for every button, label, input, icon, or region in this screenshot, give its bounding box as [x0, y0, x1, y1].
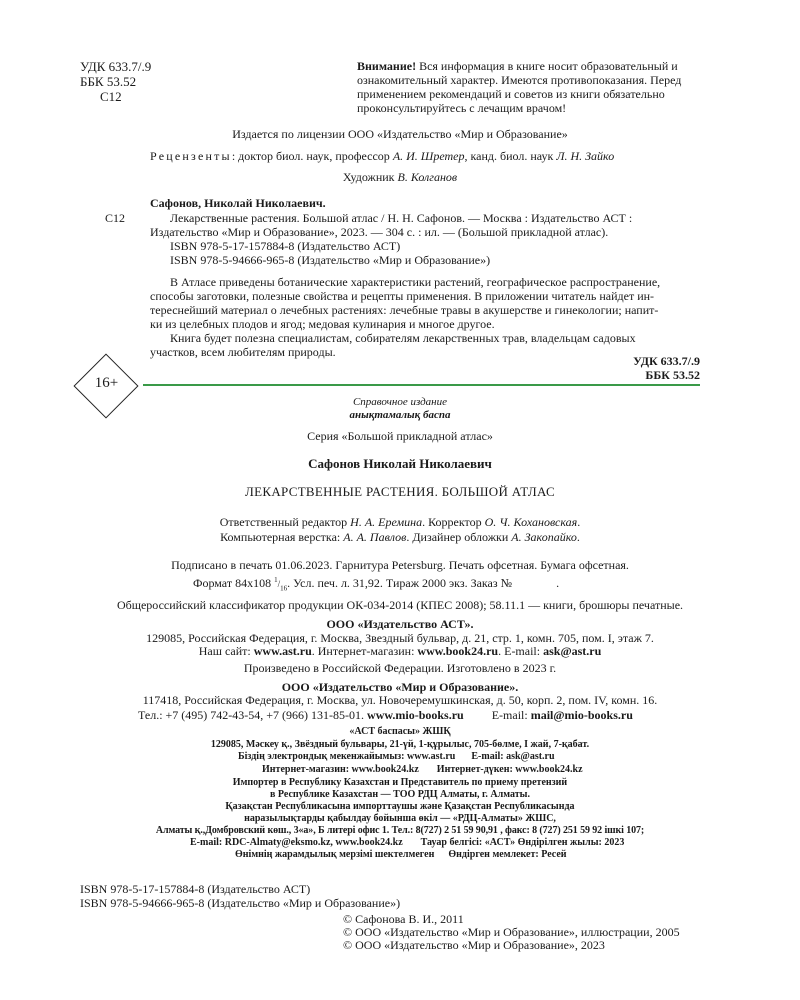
mio-email-link[interactable]: mail@mio-books.ru: [530, 708, 633, 722]
editor-line: Ответственный редактор Н. А. Еремина. Корректор О. Ч. Кохановская.: [219, 515, 581, 529]
format-details: . Усл. печ. л. 31,92. Тираж 2000 экз. Заказ №: [287, 576, 513, 590]
kz-text: Біздің электрондық мекенжайымыз: www.ast.ru: [238, 751, 456, 762]
mio-site-link[interactable]: www.mio-books.ru: [367, 708, 464, 722]
kz-line: Қазақстан Республикасына импорттаушы және Қазақстан Республикасында: [225, 801, 575, 812]
print-signed: Подписано в печать 01.06.2023. Гарнитура Petersburg. Печать офсетная. Бумага офсетная.: [171, 558, 629, 572]
copyright-line: © ООО «Издательство «Мир и Образование», 2023: [343, 938, 605, 952]
reviewer-name: А. И. Шретер: [392, 149, 465, 163]
bib-bbk: ББК 53.52: [645, 368, 700, 382]
layout-line: Компьютерная верстка: А. А. Павлов. Дизайнер обложки А. Закопайко.: [220, 530, 580, 544]
reviewers-line: [150, 149, 614, 163]
kz-text: Интернет-дүкен: www.book24.kz: [436, 764, 583, 775]
reviewers-label: Рецензенты: [150, 149, 232, 163]
artist-line: [100, 170, 700, 184]
format-denominator: 16: [280, 584, 288, 593]
print-format: Формат 84x108 $^1/_{16}$. Усл. печ. л. 31,92. Тираж 2000 экз. Заказ № .: [193, 576, 560, 593]
book-author: Сафонов Николай Николаевич: [308, 456, 492, 471]
warning-line: проконсультируйтесь с лечащим врачом!: [357, 101, 567, 115]
site-label: Наш сайт:: [198, 644, 254, 658]
series-line: Серия «Большой прикладной атлас»: [307, 429, 493, 443]
edition-type-kz: анықтамалық баспа: [349, 409, 451, 421]
mio-name: ООО «Издательство «Мир и Образование».: [281, 680, 519, 694]
bib-author: Сафонов, Николай Николаевич.: [150, 196, 326, 210]
format-numerator: 1: [274, 576, 278, 584]
shop-label: . Интернет-магазин:: [311, 644, 418, 658]
corrector-name: О. Ч. Кохановская: [484, 515, 578, 529]
bib-code: С12: [105, 211, 126, 225]
designer-label: . Дизайнер обложки: [406, 530, 512, 544]
kz-text: Интернет-магазин: www.book24.kz: [262, 764, 419, 775]
author-sign: С12: [100, 89, 122, 104]
format-end: .: [556, 576, 560, 590]
reviewers-text: : доктор биол. наук, профессор: [231, 149, 393, 163]
license-line: Издается по лицензии ООО «Издательство «Мир и Образование»: [232, 127, 568, 141]
age-rating-label: 16+: [94, 375, 119, 391]
format-label: Формат 84x108: [193, 576, 275, 590]
kz-text: E-mail: RDC-Almaty@eksmo.kz, www.book24.kz: [190, 837, 403, 848]
book-title: ЛЕКАРСТВЕННЫЕ РАСТЕНИЯ. БОЛЬШОЙ АТЛАС: [245, 484, 555, 499]
layout-name: А. А. Павлов: [343, 530, 407, 544]
warning-line: применением рекомендаций и советов из книги обязательно: [357, 87, 665, 101]
kz-line: [262, 764, 583, 777]
warning-line: Вся информация в книге носит образовательный и: [419, 59, 678, 73]
classifier-line: Общероссийский классификатор продукции ОК-034-2014 (КПЕС 2008); 58.11.1 — книги, брошюры печатные.: [116, 598, 684, 612]
ast-made: Произведено в Российской Федерации. Изготовлено в 2023 г.: [243, 661, 557, 675]
edition-type: Справочное издание: [352, 396, 448, 408]
bib-line: Лекарственные растения. Большой атлас / Н. Н. Сафонов. — Москва : Издательство АСТ :: [170, 211, 633, 225]
kz-line: Алматы қ.,Домбровский көш., 3«а», Б литері офис 1. Тел.: 8(727) 2 51 59 90,91 , факс: 8 (727) 251 59 92 ішкі 107;: [155, 825, 645, 836]
reviewers-text: , канд. биол. наук: [464, 149, 557, 163]
reviewer-name: Л. Н. Зайко: [556, 149, 615, 163]
footer-isbn: ISBN 978-5-94666-965-8 (Издательство «Мир и Образование»): [80, 896, 401, 910]
warning-line: ознакомительный характер. Имеются противопоказания. Перед: [357, 73, 682, 87]
kz-text: Өнімнің жарамдылық мерзімі шектелмеген: [235, 849, 435, 860]
kz-line: наразылықтарды қабылдау бойынша өкіл — «РДЦ-Алматы» ЖШС,: [244, 813, 556, 824]
email-label: E-mail:: [491, 708, 531, 722]
warning-title: Внимание!: [357, 59, 417, 73]
mio-address: 117418, Российская Федерация, г. Москва, ул. Новочеремушкинская, д. 50, корп. 2, пом. IV, комн. 16.: [142, 693, 658, 707]
ast-email-link[interactable]: ask@ast.ru: [543, 644, 602, 658]
editor-name: Н. А. Еремина: [350, 515, 423, 529]
warning-notice: [357, 59, 702, 115]
kz-text: Өндірген мемлекет: Ресей: [448, 849, 567, 860]
abstract-line: тереснейший материал о лечебных растениях: лечебные травы в акушерстве и гинекологии; напит-: [150, 303, 659, 317]
bib-isbn: ISBN 978-5-17-157884-8 (Издательство АСТ): [170, 239, 401, 253]
kz-line: 129085, Мәскеу қ., Звёздный бульвары, 21-үй, 1-құрылыс, 705-бөлме, I жай, 7-қабат.: [210, 739, 590, 750]
ast-contacts: [100, 644, 700, 658]
editor-label: Ответственный редактор: [219, 515, 351, 529]
artist-name: В. Колганов: [397, 170, 458, 184]
copyright-line: © Сафонова В. И., 2011: [343, 912, 464, 926]
ast-shop-link[interactable]: www.book24.ru: [417, 644, 499, 658]
footer-isbn: ISBN 978-5-17-157884-8 (Издательство АСТ): [80, 882, 311, 896]
ast-address: 129085, Российская Федерация, г. Москва, Звездный бульвар, д. 21, стр. 1, комн. 705, пом. I, этаж 7.: [146, 631, 654, 645]
bib-abstract: [150, 275, 702, 359]
udk-code: УДК 633.7/.9: [80, 59, 152, 74]
ast-site-link[interactable]: www.ast.ru: [253, 644, 312, 658]
bib-description: [150, 211, 700, 267]
kz-line: в Республике Казахстан — ТОО РДЦ Алматы, г. Алматы.: [270, 789, 530, 800]
mio-contacts: [138, 708, 633, 722]
abstract-line: В Атласе приведены ботанические характеристики растений, географическое распространение,: [170, 275, 661, 289]
abstract-line: Книга будет полезна специалистам, собирателям лекарственных трав, владельцам садовых: [170, 331, 636, 345]
kz-text: Тауар белгісі: «АСТ» Өндірілген жылы: 2023: [420, 837, 625, 848]
bib-line: Издательство «Мир и Образование», 2023. — 304 с. : ил. — (Большой прикладной атлас).: [150, 225, 609, 239]
ast-name: ООО «Издательство АСТ».: [326, 617, 474, 631]
kz-line: [190, 837, 624, 850]
artist-label: Художник: [342, 170, 398, 184]
abstract-line: ки из целебных плодов и ягод; медовая кулинария и многое другое.: [150, 317, 495, 331]
kz-line: [235, 849, 567, 862]
kz-line: «АСТ баспасы» ЖШҚ: [349, 726, 451, 737]
mio-phone: Тел.: +7 (495) 742-43-54, +7 (966) 131-85-01.: [138, 708, 368, 722]
abstract-line: способы заготовки, полезные свойства и рецепты применения. В приложении читатель найдет ин-: [150, 289, 655, 303]
designer-name: А. Закопайко: [511, 530, 577, 544]
kz-text: E-mail: ask@ast.ru: [471, 751, 555, 762]
divider-rule: [143, 384, 700, 386]
corrector-label: . Корректор: [422, 515, 485, 529]
bbk-code: ББК 53.52: [80, 74, 137, 89]
abstract-line: участков, всем любителям природы.: [150, 345, 336, 359]
kz-line: [238, 751, 555, 764]
bib-isbn: ISBN 978-5-94666-965-8 (Издательство «Мир и Образование»): [170, 253, 491, 267]
layout-label: Компьютерная верстка:: [220, 530, 344, 544]
bib-udk: УДК 633.7/.9: [633, 354, 700, 368]
copyright-line: © ООО «Издательство «Мир и Образование», иллюстрации, 2005: [343, 925, 680, 939]
email-label: . E-mail:: [498, 644, 544, 658]
kz-line: Импортер в Республику Казахстан и Представитель по приему претензий: [232, 777, 568, 788]
